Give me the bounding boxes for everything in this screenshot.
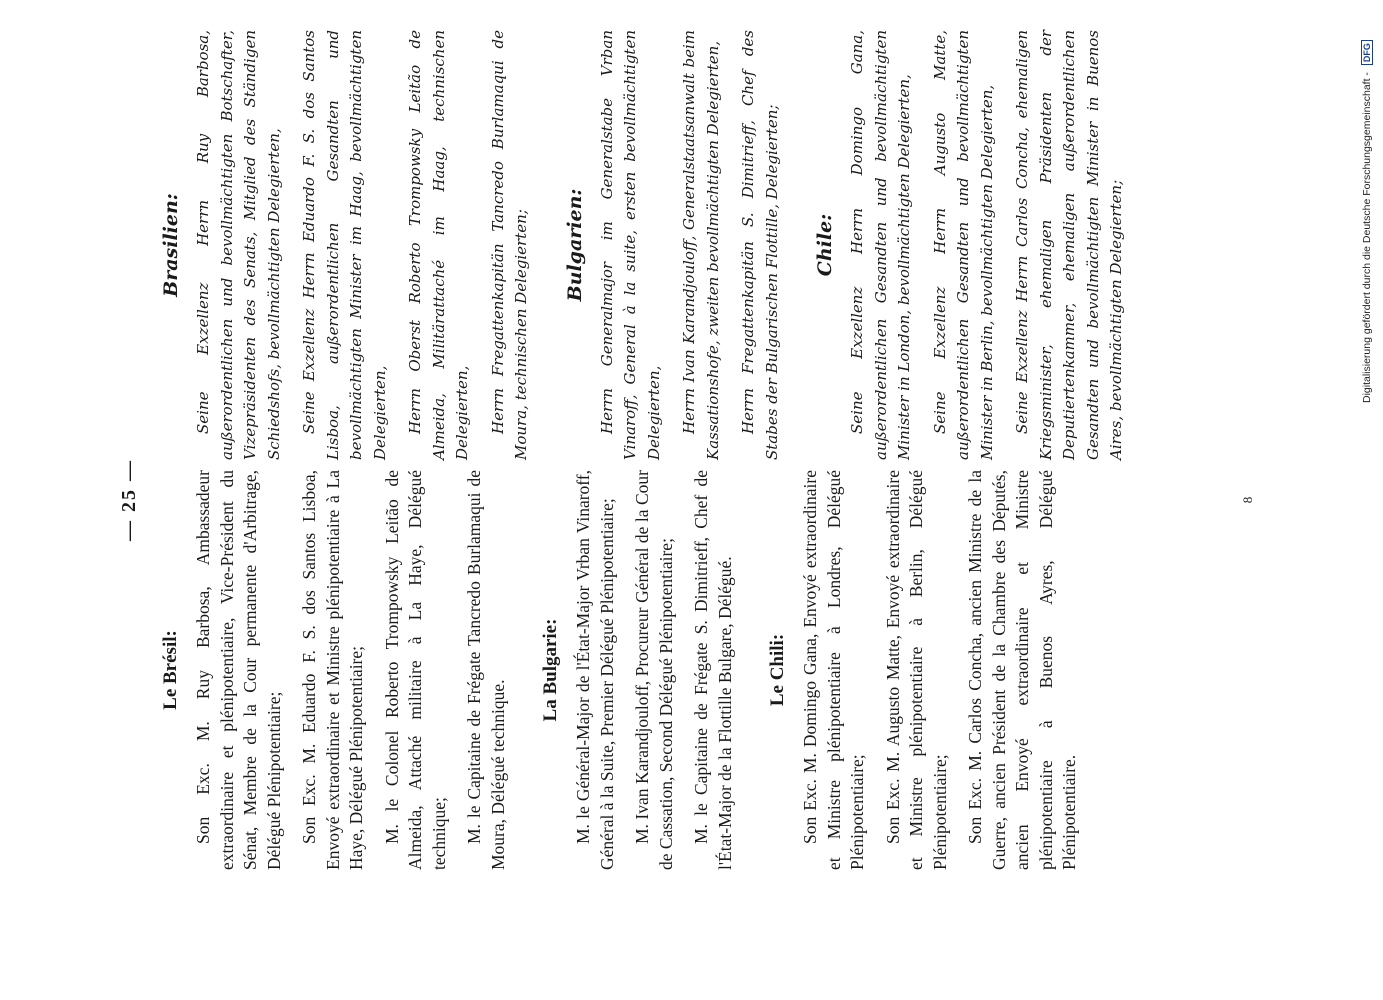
paragraph: Seine Exzellenz Herrn Ruy Barbosa, außerordentlichen und bevollmächtigten Botschafter, Vizepräsidenten des Senats, Mitglied des Ständigen Schiedshofs, bevollmächtigten Delegierten, [194,30,283,460]
section-bulgarie [540,470,737,870]
paragraph: Herrn Ivan Karandjouloff, Generalstaatsanwalt beim Kassationshofe, zweiten bevollmächtigten Delegierten, [680,30,722,460]
rotated-page [100,0,1350,1000]
paragraph: M. le Capitaine de Frégate Tancredo Burlamaqui de Moura, Délégué technique. [464,470,508,870]
section-bresil [160,470,510,870]
country-heading: Bulgarien: [563,188,586,302]
paragraph: M. le Général-Major de l'État-Major Vrban Vinaroff, Général à la Suite, Premier Délégué Plénipotentiaire; [573,470,617,870]
paragraph: Son Exc. M. Eduardo F. S. dos Santos Lisboa, Envoyé extraordinaire et Ministre plénipotentiaire à La Haye, Délégué Plénipotentiaire; [299,470,366,870]
paragraph: Herrn Generalmajor im Generalstabe Vrban Vinaroff, General à la suite, ersten bevollmächtigten Delegierten, [597,30,663,460]
paragraph: Herrn Fregattenkapitän S. Dimitrieff, Chef des Stabes der Bulgarischen Flottille, Delegierten; [739,30,781,460]
german-column [160,30,1159,460]
country-heading: Le Chili: [767,633,788,707]
paragraph: Son Exc. M. Domingo Gana, Envoyé extraordinaire et Ministre plénipotentiaire à Londres, Délégué Plénipotentiaire; [800,470,867,870]
country-heading: Chile: [814,213,836,277]
paragraph: Son Exc. M. Carlos Concha, ancien Ministre de la Guerre, ancien Président de la Chambre des Députés, ancien Envoyé extraordinaire et Ministre plénipotentiaire à Buenos Ayres, Délégué Plénipotentiaire. [965,470,1079,870]
french-column [160,470,1112,870]
dfg-logo: DFG [1361,40,1373,65]
paragraph: Seine Exzellenz Herrn Carlos Concha, ehemaligen Kriegsminister, ehemaligen Präsidenten der Deputiertenkammer, ehemaligen außerordentlichen Gesandten und bevollmächtigten Minister in Buenos Aires, bevollmächtigten Delegierten; [1013,30,1125,460]
country-heading: La Bulgarie: [540,618,561,722]
paragraph: M. le Colonel Roberto Trompowsky Leitão de Almeida, Attaché militaire à La Haye, Délégué technique; [381,470,449,870]
paragraph: Son Exc. M. Ruy Barbosa, Ambassadeur extraordinaire et plénipotentiaire, Vice-Président du Sénat, Membre de la Cour permanente d'Arbitrage, Délégué Plénipotentiaire; [193,470,284,870]
paragraph: Son Exc. M. Augusto Matte, Envoyé extraordinaire et Ministre plénipotentiaire à Berlin, Délégué Plénipotentiaire; [882,470,950,870]
paragraph: Seine Exzellenz Herrn Augusto Matte, außerordentlichen Gesandten und bevollmächtigten Minister in Berlin, bevollmächtigten Delegierten, [930,30,996,460]
signature-mark: 8 [1240,496,1255,504]
paragraph: M. le Capitaine de Frégate S. Dimitrieff, Chef de l'État-Major de la Flottille Bulgare, Délégué. [691,470,735,870]
paragraph: Seine Exzellenz Herrn Eduardo F. S. dos Santos Lisboa, außerordentlichen Gesandten und bevollmächtigten Minister im Haag, bevollmächtigten Delegierten, [300,30,389,460]
country-heading: Le Brésil: [160,630,181,710]
credit-text: Digitalisierung gefördert durch die Deutsche Forschungsgemeinschaft - [1361,72,1373,403]
country-heading: Brasilien: [160,193,182,297]
section-bulgarien [564,30,785,460]
section-chili [767,470,1082,870]
page-number: — 25 — [118,459,140,541]
paragraph: Seine Exzellenz Herrn Domingo Gana, außerordentlichen Gesandten und bevollmächtigten Minister in London, bevollmächtigten Delegierten, [848,30,913,460]
paragraph: Herrn Oberst Roberto Trompowsky Leitão de Almeida, Militärattaché im Haag, technischen Delegierten, [406,30,471,460]
section-chile [814,30,1129,460]
section-brasilien [160,30,534,460]
paragraph: M. Ivan Karandjouloff, Procureur Général de la Cour de Cassation, Second Délégué Plénipotentiaire; [632,470,676,870]
paragraph: Herrn Fregattenkapitän Tancredo Burlamaqui de Moura, technischen Delegierten; [488,30,530,460]
digitization-credit [1361,8,1381,408]
